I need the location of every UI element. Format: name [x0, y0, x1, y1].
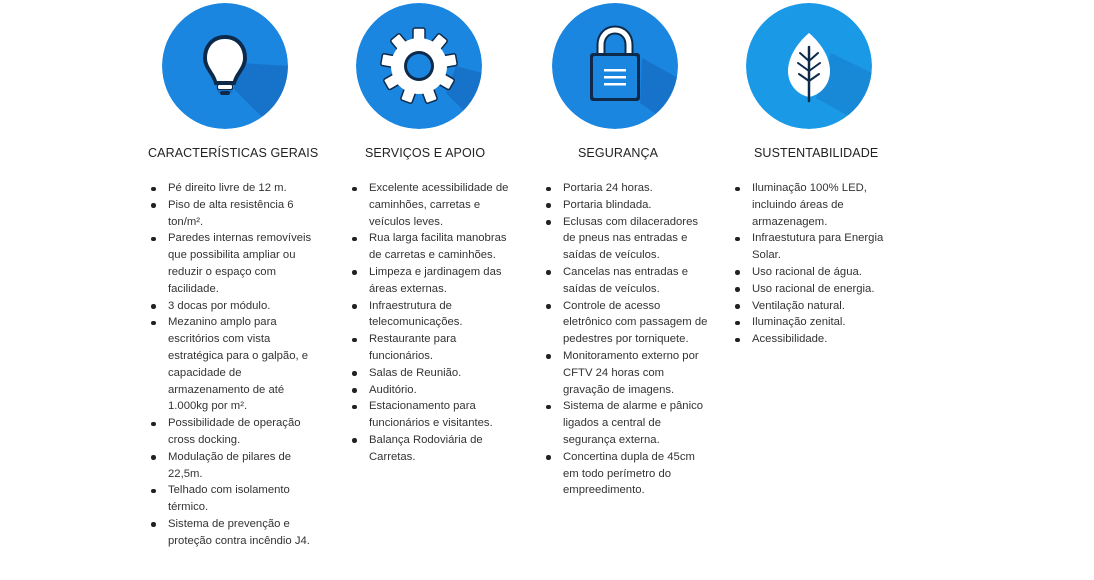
list-item: Sistema de prevenção e proteção contra incêndio J4.: [148, 516, 314, 550]
list-item: Salas de Reunião.: [349, 365, 515, 382]
list-item: Balança Rodoviária de Carretas.: [349, 432, 515, 466]
list-item: Excelente acessibilidade de caminhões, carretas e veículos leves.: [349, 180, 515, 230]
list-item: Portaria blindada.: [543, 197, 709, 214]
list-item: Estacionamento para funcionários e visitantes.: [349, 398, 515, 432]
column-title: SUSTENTABILIDADE: [754, 146, 879, 160]
leaf-icon: [746, 3, 872, 129]
padlock-icon: [552, 3, 678, 129]
list-item: Portaria 24 horas.: [543, 180, 709, 197]
lightbulb-icon: [162, 3, 288, 129]
list-item: Controle de acesso eletrônico com passagem de pedestres por torniquete.: [543, 298, 709, 348]
list-item: Eclusas com dilaceradores de pneus nas entradas e saídas de veículos.: [543, 214, 709, 264]
list-item: Iluminação zenital.: [732, 314, 898, 331]
gear-icon: [356, 3, 482, 129]
column-title: SERVIÇOS E APOIO: [365, 146, 486, 160]
list-item: Paredes internas removíveis que possibilita ampliar ou reduzir o espaço com facilidade.: [148, 230, 314, 297]
list-item: Rua larga facilita manobras de carretas e caminhões.: [349, 230, 515, 264]
list-item: Limpeza e jardinagem das áreas externas.: [349, 264, 515, 298]
column-title: SEGURANÇA: [578, 146, 659, 160]
feature-list: [148, 180, 314, 550]
feature-list: [543, 180, 709, 499]
list-item: Possibilidade de operação cross docking.: [148, 415, 314, 449]
list-item: Piso de alta resistência 6 ton/m².: [148, 197, 314, 231]
feature-list: [732, 180, 898, 348]
list-item: Infraestrutura de telecomunicações.: [349, 298, 515, 332]
list-item: Ventilação natural.: [732, 298, 898, 315]
list-item: Concertina dupla de 45cm em todo perímetro do empreedimento.: [543, 449, 709, 499]
column-title: CARACTERÍSTICAS GERAIS: [148, 146, 319, 160]
list-item: 3 docas por módulo.: [148, 298, 314, 315]
list-item: Mezanino amplo para escritórios com vista estratégica para o galpão, e capacidade de armazenamento de até 1.000kg por m².: [148, 314, 314, 415]
list-item: Cancelas nas entradas e saídas de veículos.: [543, 264, 709, 298]
list-item: Uso racional de energia.: [732, 281, 898, 298]
list-item: Modulação de pilares de 22,5m.: [148, 449, 314, 483]
list-item: Restaurante para funcionários.: [349, 331, 515, 365]
list-item: Monitoramento externo por CFTV 24 horas com gravação de imagens.: [543, 348, 709, 398]
list-item: Acessibilidade.: [732, 331, 898, 348]
list-item: Telhado com isolamento térmico.: [148, 482, 314, 516]
list-item: Infraestutura para Energia Solar.: [732, 230, 898, 264]
list-item: Uso racional de água.: [732, 264, 898, 281]
list-item: Iluminação 100% LED, incluindo áreas de armazenagem.: [732, 180, 898, 230]
list-item: Sistema de alarme e pânico ligados a central de segurança externa.: [543, 398, 709, 448]
feature-list: [349, 180, 515, 466]
list-item: Auditório.: [349, 382, 515, 399]
list-item: Pé direito livre de 12 m.: [148, 180, 314, 197]
